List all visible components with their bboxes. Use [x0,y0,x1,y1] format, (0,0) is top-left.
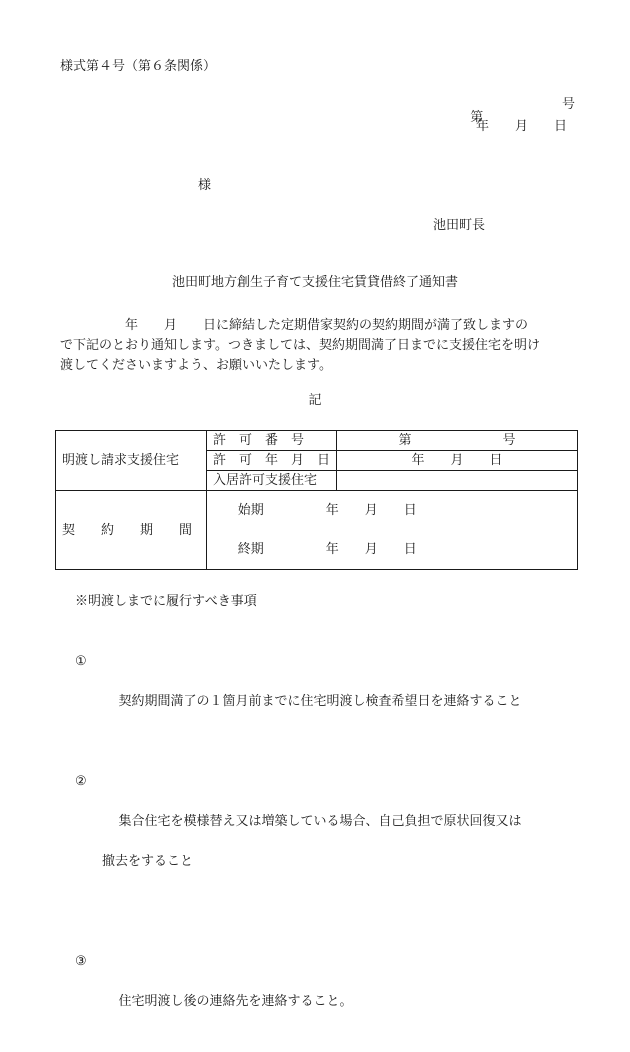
info-table [55,430,578,570]
note-number: ③ [75,954,87,969]
end-label: 終期 [237,542,264,557]
start-value: 年 月 日 [325,503,417,518]
body-text [60,316,580,376]
list-item [75,952,522,1032]
list-item [75,772,522,912]
note-text-continuation: 撤去をすること [102,854,194,869]
period-start [207,491,578,531]
document-date: 年 月 日 [476,119,568,134]
note-text: 住宅明渡し後の連絡先を連絡すること。 [118,994,353,1009]
permit-date-value: 年 月 日 [337,451,578,471]
permit-date-label: 許 可 年 月 日 [207,451,337,471]
form-reference: 様式第４号（第６条関係） [60,59,217,74]
permit-number-label: 許 可 番 号 [207,431,337,451]
house-value [337,471,578,491]
table-row [56,491,578,531]
body-line-3: 渡してくださいますよう、お願いいたします。 [60,358,332,373]
table-row [56,431,578,451]
end-value: 年 月 日 [325,542,417,557]
house-label: 入居許可支援住宅 [207,471,337,491]
issuer: 池田町長 [433,218,486,233]
permit-number-value: 第 号 [337,431,578,451]
house-row-label: 明渡し請求支援住宅 [56,431,207,491]
period-row-label: 契 約 期 間 [56,491,207,570]
list-item [75,652,522,732]
notes-heading: ※明渡しまでに履行すべき事項 [75,594,257,609]
body-line-2: で下記のとおり通知します。つきましては、契約期間満了日までに支援住宅を明け [60,338,540,353]
note-number: ① [75,654,87,669]
body-line-1: 年 月 日に締結した定期借家契約の契約期間が満了致しますの [60,318,529,333]
note-text: 集合住宅を模様替え又は増築している場合、自己負担で原状回復又は [118,814,522,829]
note-text: 契約期間満了の１箇月前までに住宅明渡し検査希望日を連絡すること [118,694,522,709]
start-label: 始期 [237,503,264,518]
document-title: 池田町地方創生子育て支援住宅賃貸借終了通知書 [171,275,458,290]
ki-heading: 記 [308,393,322,408]
addressee: 様 [198,178,212,193]
notes-section [75,552,522,1052]
note-number: ② [75,774,87,789]
document-number-suffix: 号 [562,97,576,112]
document-number-prefix: 第 [470,110,484,125]
